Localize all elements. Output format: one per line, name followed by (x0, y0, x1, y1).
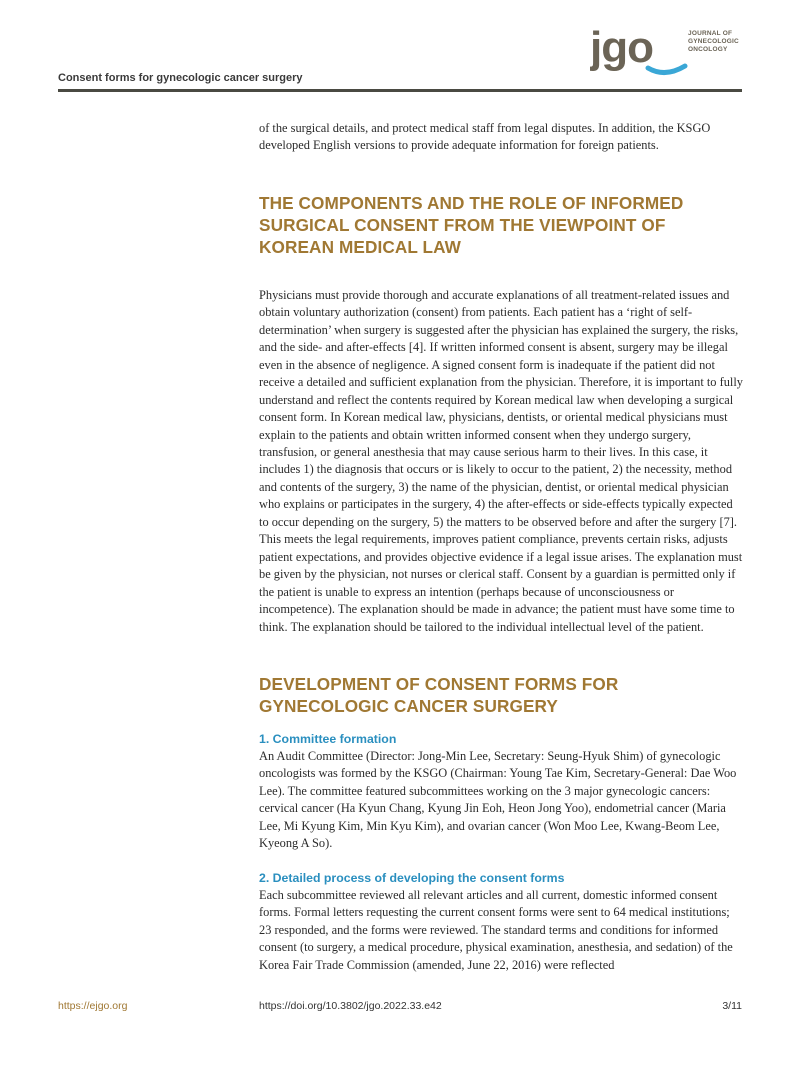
page-number: 3/11 (722, 1000, 742, 1012)
section-heading-development: DEVELOPMENT OF CONSENT FORMS FOR GYNECOLOGIC CANCER SURGERY (259, 673, 619, 716)
intro-paragraph: of the surgical details, and protect medical staff from legal disputes. In addition, the KSGO developed English versions to provide adequate information for foreign patients. (259, 121, 711, 153)
running-title: Consent forms for gynecologic cancer surgery (58, 72, 303, 84)
subsection-paragraph-committee: An Audit Committee (Director: Jong-Min Lee, Secretary: Seung-Hyuk Shim) of gynecologic oncologists was formed by the KSGO (Chairman: Young Tae Kim, Secretary-General: Dae Woo Lee). The committee featured subcommittees working on the 3 major gynecologic cancers: cervical cancer (Ha Kyun Chang, Kyung Jin Eoh, Heon Jong Yoo), endometrial cancer (Maria Lee, Mi Kyung Kim, Min Kyu Kim), and ovarian cancer (Won Moo Lee, Kwang-Beom Lee, Kyeong A So). (259, 748, 737, 851)
subsection-paragraph-process: Each subcommittee reviewed all relevant articles and all current, domestic informed consent forms. Formal letters requesting the current consent forms were sent to 64 medical institutions; 23 responded, and the forms were reviewed. The standard terms and conditions for informed consent (to surgery, a medical procedure, physical examination, anesthesia, and sedation) of the Korea Fair Trade Commission (amended, June 22, 2016) were reflected (259, 887, 733, 972)
subsection-heading-process: 2. Detailed process of developing the consent forms (259, 870, 565, 885)
journal-name-line-2: GYNECOLOGIC (688, 38, 739, 45)
article-body (259, 120, 743, 974)
journal-logo-mark: jgo (590, 28, 653, 72)
subsection-heading-committee: 1. Committee formation (259, 731, 397, 746)
journal-name-line-3: ONCOLOGY (688, 46, 728, 53)
doi-link[interactable]: https://doi.org/10.3802/jgo.2022.33.e42 (259, 1000, 442, 1012)
journal-name-line-1: JOURNAL OF (688, 30, 733, 37)
header-rule (58, 89, 742, 92)
journal-name (688, 30, 739, 54)
logo-swoosh (648, 66, 685, 73)
section-paragraph-informed-consent: Physicians must provide thorough and accurate explanations of all treatment-related issues and obtain voluntary authorization (consent) from patients. Each patient has a ‘right of self-determination’ when surgery is suggested after the physician has explained the surgery, the risks, and the side- and after-effects [4]. If written informed consent is absent, surgery may be illegal even in the absence of negligence. A signed consent form is inadequate if the patient did not receive a detailed and sufficient explanation from the physician. Therefore, it is important to fully understand and reflect the contents required by Korean medical law when developing a surgical consent form. In Korean medical law, physicians, dentists, or oriental medical physicians must explain to the patients and obtain written informed consent when they undergo surgery, transfusion, or general anesthesia that may cause serious harm to their lives. In this case, it includes 1) the diagnosis that occurs or is likely to occur to the patient, 2) the necessity, method and contents of the surgery, 3) the name of the physician, dentist, or oriental medical physician who explains or participates in the surgery, 4) the after-effects or side-effects typically expected to occur depending on the surgery, 5) the matters to be observed before and after the surgery [7]. This meets the legal requirements, improves patient compliance, prevents certain risks, adjusts patient expectations, and provides objective evidence if a legal issue arises. The explanation must be given by the physician, not nurses or clerical staff. Consent by a guardian is permitted only if the patient is unable to express an intention (perhaps because of unconsciousness or incompetence). The explanation should be made in advance; the patient must have some time to think. The explanation should be tailored to the individual intellectual level of the patient. (259, 287, 743, 634)
section-heading-informed-consent: THE COMPONENTS AND THE ROLE OF INFORMED SURGICAL CONSENT FROM THE VIEWPOINT OF KOREAN MEDICAL LAW (259, 192, 684, 257)
journal-website-link[interactable]: https://ejgo.org (58, 1000, 128, 1012)
